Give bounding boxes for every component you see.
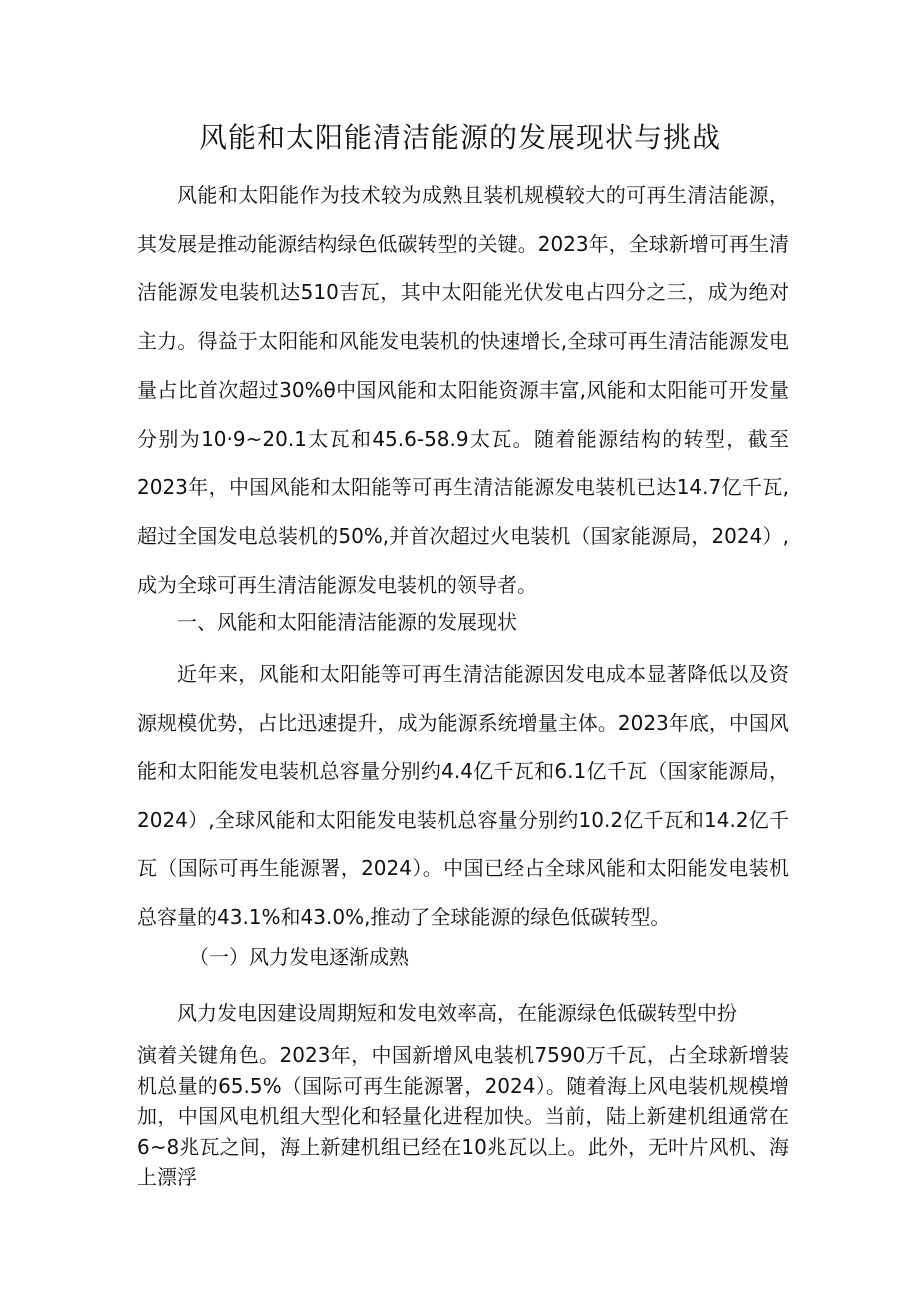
paragraph-wind-continued: 演着关键角色。2023年，中国新增风电装机7590万千瓦，占全球新增装机总量的65.5%（国际可再生能源署，2024）。随着海上风电装机规模增加，中国风电机组大型化和轻量化进程加快。当前，陆上新建机组通常在6~8兆瓦之间，海上新建机组已经在10兆瓦以上。此外，无叶片风机、海上漂浮 — [137, 1043, 789, 1190]
section-heading-status: 一、风能和太阳能清洁能源的发展现状 — [177, 610, 517, 634]
subsection-heading-wind: （一）风力发电逐渐成熟 — [189, 945, 409, 969]
paragraph-wind-first-line: 风力发电因建设周期短和发电效率高，在能源绿色低碳转型中扮 — [177, 1001, 737, 1025]
document-title: 风能和太阳能清洁能源的发展现状与挑战 — [198, 121, 721, 154]
paragraph-intro: 风能和太阳能作为技术较为成熟且装机规模较大的可再生清洁能源，其发展是推动能源结构绿色低碳转型的关键。2023年，全球新增可再生清洁能源发电装机达510吉瓦，其中太阳能光伏发电占四分之三，成为绝对主力。得益于太阳能和风能发电装机的快速增长,全球可再生清洁能源发电量占比首次超过30%θ中国风能和太阳能资源丰富,风能和太阳能可开发量分别为10·9~20.1太瓦和45.6-58.9太瓦。随着能源结构的转型，截至2023年，中国风能和太阳能等可再生清洁能源发电装机已达14.7亿千瓦,超过全国发电总装机的50%,并首次超过火电装机（国家能源局，2024）,成为全球可再生清洁能源发电装机的领导者。 — [137, 183, 789, 597]
paragraph-status: 近年来，风能和太阳能等可再生清洁能源因发电成本显著降低以及资源规模优势，占比迅速提升，成为能源系统增量主体。2023年底，中国风能和太阳能发电装机总容量分别约4.4亿千瓦和6.1亿千瓦（国家能源局，2024）,全球风能和太阳能发电装机总容量分别约10.2亿千瓦和14.2亿千瓦（国际可再生能源署，2024）。中国已经占全球风能和太阳能发电装机总容量的43.1%和43.0%,推动了全球能源的绿色低碳转型。 — [137, 662, 789, 929]
